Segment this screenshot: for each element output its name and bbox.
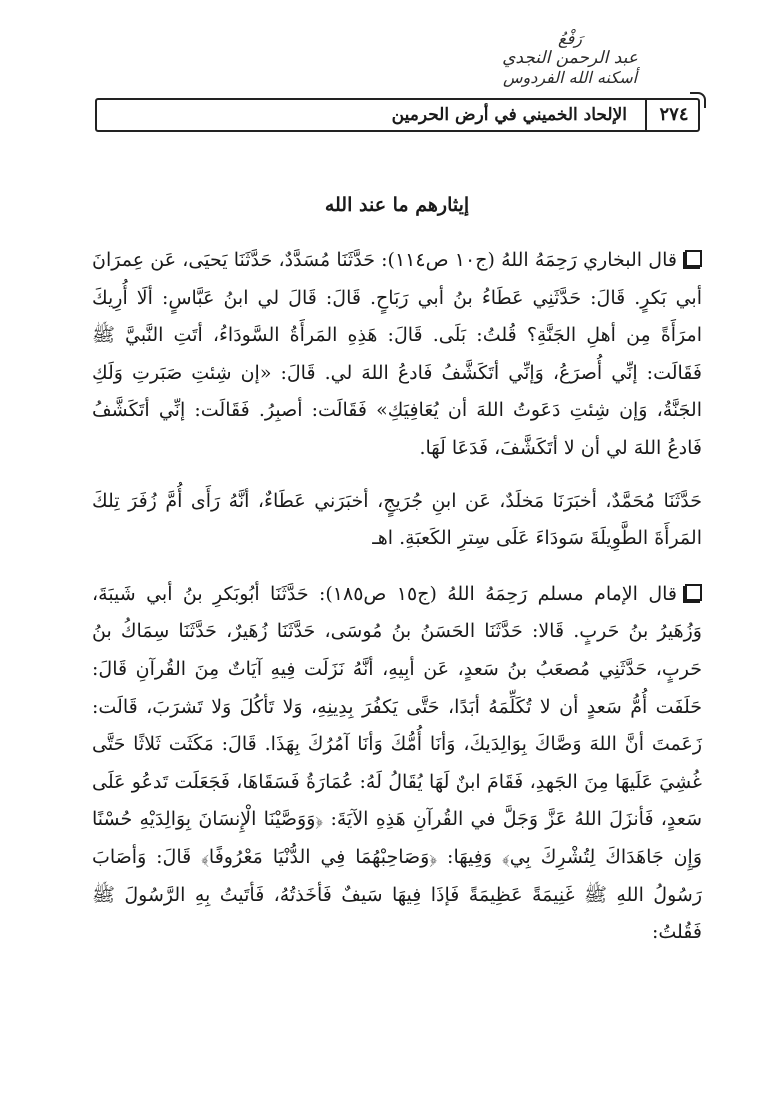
header-divider bbox=[645, 98, 647, 132]
paragraph-text: قال الإمام مسلم رَحِمَهُ اللهُ (ج١٥ ص١٨٥): حَدَّثَنَا أبُوبَكرِ بنُ أبي شَيبَةَ، وَزُهَيرُ بنُ حَربٍ. قَالا: حَدَّثَنَا الحَسَنُ بنُ مُوسَى، حَدَّثَنَا زُهَيرٌ، حَدَّثَنَا سِمَاكُ بنُ حَربٍ، حَدَّثَنِي مُصعَبُ بنُ سَعدٍ، عَن أبِيهِ، أنَّهُ نَزَلَت فِيهِ آيَاتٌ مِنَ القُرآنِ قَالَ: حَلَفَت أُمُّ سَعدٍ أن لا تُكَلِّمَهُ أبَدًا، حَتَّى يَكفُرَ بِدِينِهِ، وَلا تَأكُلَ وَلا تَشرَبَ، قَالَت: زَعَمتَ أنَّ اللهَ وَصَّاكَ بِوَالِدَيكَ، وَأنَا أُمُّكَ وَأنَا آمُرُكَ بِهَذَا. قَالَ: مَكَثَت ثَلاثًا حَتَّى غُشِيَ عَلَيهَا مِنَ الجَهدِ، فَقَامَ ابنٌ لَهَا يُقَالُ لَهُ: عُمَارَةُ فَسَقَاهَا، فَجَعَلَت تَدعُو عَلَى سَعدٍ، فَأنزَلَ اللهُ عَزَّ وَجَلَّ في القُرآنِ هَذِهِ الآيَةَ: ﴿وَوَصَّيْنَا الْإِنسَانَ بِوَالِدَيْهِ حُسْنًا وَإِن جَاهَدَاكَ لِتُشْرِكَ بِي﴾ وَفِيهَا: ﴿وَصَاحِبْهُمَا فِي الدُّنْيَا مَعْرُوفًا﴾ قَالَ: وَأصَابَ رَسُولُ اللهِ ﷺ غَنِيمَةً عَظِيمَةً فَإذَا فِيهَا سَيفٌ فَأخَذتُهُ، فَأتَيتُ بِهِ الرَّسُولَ ﷺ فَقُلتُ: bbox=[92, 582, 702, 944]
header-corner-hook bbox=[690, 92, 706, 108]
stamp-line-1: رَفْعُ bbox=[558, 29, 582, 48]
paragraph-text: قال البخاري رَحِمَهُ اللهُ (ج١٠ ص١١٤): حَدَّثَنَا مُسَدَّدٌ، حَدَّثَنَا يَحيَى، عَن عِمرَانَ أبي بَكرٍ. قَالَ: حَدَّثَنِي عَطَاءُ بنُ أبي رَبَاحٍ. قَالَ: قَالَ لي ابنُ عَبَّاسٍ: ألَا أُرِيكَ امرَأَةً مِن أهلِ الجَنَّةِ؟ قُلتُ: بَلَى. قَالَ: هَذِهِ المَرأَةُ السَّودَاءُ، أتَتِ النَّبيَّ ﷺ فَقَالَت: إنِّي أُصرَعُ، وَإنِّي أتَكَشَّفُ فَادعُ اللهَ لي. قَالَ: «إن شِئتِ صَبَرتِ وَلَكِ الجَنَّةُ، وَإن شِئتِ دَعَوتُ اللهَ أن يُعَافِيَكِ» فَقَالَت: أصبِرُ. فَقَالَت: إنِّي أتَكَشَّفُ فَادعُ اللهَ لي أن لا أتَكَشَّفَ، فَدَعَا لَهَا. bbox=[92, 249, 702, 459]
paragraph-marker-icon bbox=[685, 250, 702, 267]
running-header-title: الإلحاد الخميني في أرض الحرمين bbox=[391, 105, 627, 125]
paragraph-muslim bbox=[92, 576, 702, 952]
stamp-line-3: أسكنه الله الفردوس bbox=[502, 68, 638, 87]
paragraph-bukhari bbox=[92, 242, 702, 468]
page-body bbox=[92, 190, 702, 952]
page-number: ٢٧٤ bbox=[659, 104, 689, 125]
section-title: إيثارهم ما عند الله bbox=[324, 194, 470, 216]
owner-stamp bbox=[470, 30, 670, 100]
stamp-line-2: عبد الرحمن النجدي bbox=[502, 48, 638, 68]
running-header bbox=[95, 98, 700, 132]
paragraph-marker-icon bbox=[685, 584, 702, 601]
paragraph-text: حَدَّثَنَا مُحَمَّدٌ، أخبَرَنَا مَخلَدٌ، عَن ابنِ جُرَيجٍ، أخبَرَني عَطَاءٌ، أنَّهُ رَأَى أُمَّ زُفَرَ تِلكَ المَرأَةَ الطَّوِيلَةَ سَودَاءَ عَلَى سِترِ الكَعبَةِ. اهـ bbox=[92, 489, 702, 550]
paragraph-chain bbox=[92, 483, 702, 558]
